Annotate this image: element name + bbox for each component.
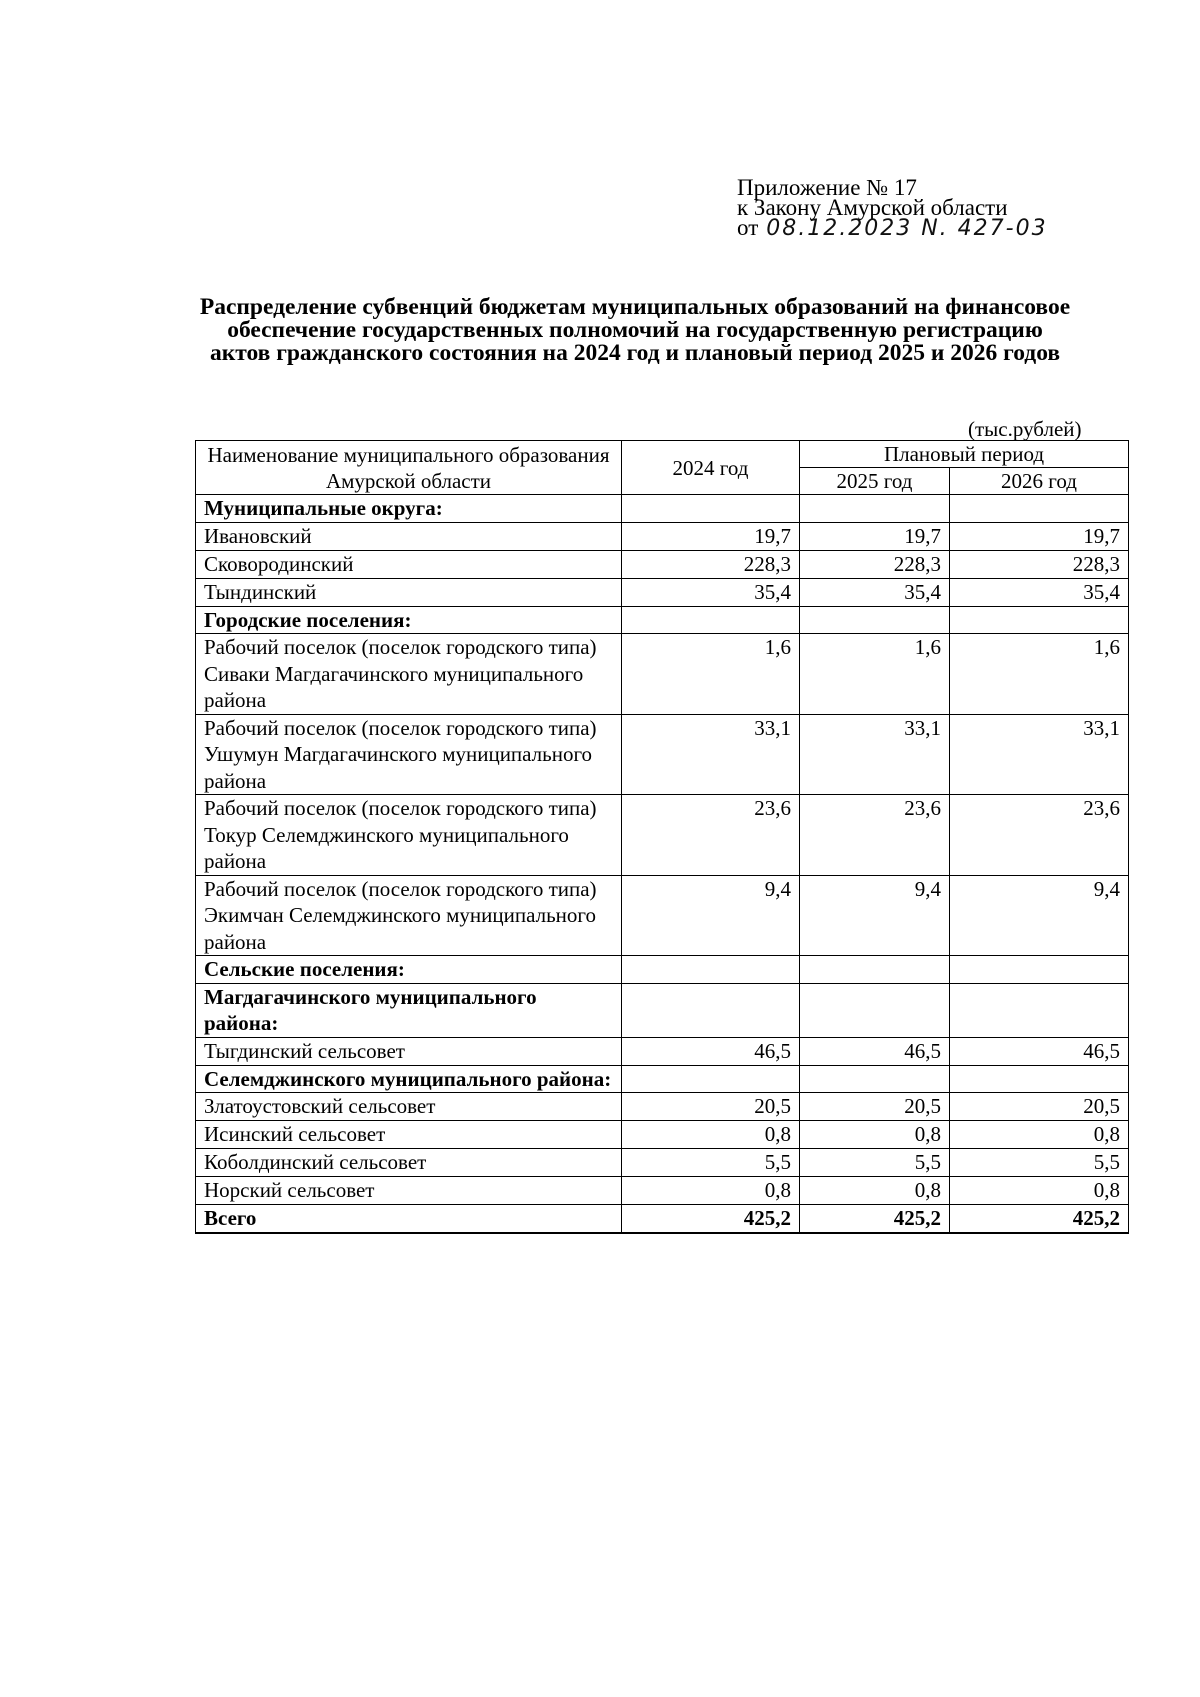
row-name: Рабочий поселок (поселок городского типа) Токур Селемджинского муниципального района — [196, 795, 622, 876]
table-row — [196, 795, 1129, 876]
row-name: Коболдинский сельсовет — [196, 1149, 622, 1177]
value-2026: 20,5 — [950, 1093, 1129, 1121]
header-2026: 2026 год — [950, 468, 1129, 495]
row-name: Златоустовский сельсовет — [196, 1093, 622, 1121]
row-name: Ивановский — [196, 522, 622, 550]
table-row — [196, 522, 1129, 550]
value-2024: 20,5 — [622, 1093, 800, 1121]
value-2024: 228,3 — [622, 550, 800, 578]
value-2024: 9,4 — [622, 875, 800, 956]
row-name: Магдагачинского муниципального района: — [196, 983, 622, 1037]
value-2025: 9,4 — [800, 875, 950, 956]
value-2024 — [622, 1065, 800, 1093]
value-2025: 228,3 — [800, 550, 950, 578]
value-2025: 23,6 — [800, 795, 950, 876]
value-2025: 5,5 — [800, 1149, 950, 1177]
value-2024: 19,7 — [622, 522, 800, 550]
row-name: Рабочий поселок (поселок городского типа) Сиваки Магдагачинского муниципального района — [196, 634, 622, 715]
value-2025: 1,6 — [800, 634, 950, 715]
value-2025: 0,8 — [800, 1121, 950, 1149]
table-row — [196, 875, 1129, 956]
value-2025: 19,7 — [800, 522, 950, 550]
table-row — [196, 550, 1129, 578]
value-2026: 33,1 — [950, 714, 1129, 795]
table-row — [196, 1037, 1129, 1065]
value-2025 — [800, 495, 950, 523]
section-heading-row — [196, 956, 1129, 984]
value-2024: 46,5 — [622, 1037, 800, 1065]
row-name: Селемджинского муниципального района: — [196, 1065, 622, 1093]
header-name: Наименование муниципального образования Амурской области — [196, 441, 622, 495]
total-2025: 425,2 — [800, 1205, 950, 1234]
row-name: Сельские поселения: — [196, 956, 622, 984]
value-2026: 0,8 — [950, 1121, 1129, 1149]
row-name: Муниципальные округа: — [196, 495, 622, 523]
value-2024 — [622, 956, 800, 984]
table-row — [196, 1149, 1129, 1177]
value-2024: 35,4 — [622, 578, 800, 606]
row-name: Городские поселения: — [196, 606, 622, 634]
table-row — [196, 578, 1129, 606]
value-2025: 0,8 — [800, 1177, 950, 1205]
value-2026 — [950, 983, 1129, 1037]
value-2024 — [622, 606, 800, 634]
value-2024: 33,1 — [622, 714, 800, 795]
value-2026: 23,6 — [950, 795, 1129, 876]
value-2026 — [950, 956, 1129, 984]
subvention-table — [195, 440, 1129, 1234]
value-2025 — [800, 1065, 950, 1093]
law-reference: к Закону Амурской области — [737, 195, 1008, 220]
document-title: Распределение субвенций бюджетам муниципальных образований на финансовое обеспечение государственных полномочий на государственную регистрацию актов гражданского состояния на 2024 год и плановый период 2025 и 2026 годов — [199, 294, 1071, 366]
header-planned-period: Плановый период — [800, 441, 1129, 468]
row-name: Тыгдинский сельсовет — [196, 1037, 622, 1065]
value-2026 — [950, 606, 1129, 634]
value-2026 — [950, 1065, 1129, 1093]
date-prefix: от — [737, 215, 759, 240]
row-name: Тындинский — [196, 578, 622, 606]
appendix-reference — [737, 175, 1048, 241]
units-label: (тыс.рублей) — [968, 417, 1082, 441]
section-heading-row — [196, 495, 1129, 523]
value-2026: 9,4 — [950, 875, 1129, 956]
value-2025: 20,5 — [800, 1093, 950, 1121]
value-2024 — [622, 983, 800, 1037]
value-2025 — [800, 606, 950, 634]
appendix-number: Приложение № 17 — [737, 175, 917, 200]
value-2026: 0,8 — [950, 1177, 1129, 1205]
law-date-line — [737, 215, 1048, 241]
table-row — [196, 1177, 1129, 1205]
value-2026: 46,5 — [950, 1037, 1129, 1065]
value-2024: 0,8 — [622, 1121, 800, 1149]
value-2026: 35,4 — [950, 578, 1129, 606]
value-2024: 0,8 — [622, 1177, 800, 1205]
value-2025 — [800, 956, 950, 984]
row-name: Норский сельсовет — [196, 1177, 622, 1205]
header-2024: 2024 год — [622, 441, 800, 495]
value-2024 — [622, 495, 800, 523]
section-heading-row — [196, 983, 1129, 1037]
total-2026: 425,2 — [950, 1205, 1129, 1234]
total-label: Всего — [196, 1205, 622, 1234]
total-2024: 425,2 — [622, 1205, 800, 1234]
value-2026: 1,6 — [950, 634, 1129, 715]
value-2026: 228,3 — [950, 550, 1129, 578]
value-2024: 1,6 — [622, 634, 800, 715]
table-row — [196, 1093, 1129, 1121]
table-row — [196, 1121, 1129, 1149]
table-row — [196, 714, 1129, 795]
value-2026: 19,7 — [950, 522, 1129, 550]
total-row — [196, 1205, 1129, 1234]
value-2025 — [800, 983, 950, 1037]
value-2025: 33,1 — [800, 714, 950, 795]
value-2025: 35,4 — [800, 578, 950, 606]
section-heading-row — [196, 606, 1129, 634]
table-body — [196, 441, 1129, 1234]
table-header-row — [196, 441, 1129, 468]
value-2026: 5,5 — [950, 1149, 1129, 1177]
header-2025: 2025 год — [800, 468, 950, 495]
section-heading-row — [196, 1065, 1129, 1093]
row-name: Рабочий поселок (поселок городского типа) Ушумун Магдагачинского муниципального района — [196, 714, 622, 795]
value-2025: 46,5 — [800, 1037, 950, 1065]
table-row — [196, 634, 1129, 715]
value-2026 — [950, 495, 1129, 523]
row-name: Рабочий поселок (поселок городского типа) Экимчан Селемджинского муниципального района — [196, 875, 622, 956]
row-name: Исинский сельсовет — [196, 1121, 622, 1149]
row-name: Сковородинский — [196, 550, 622, 578]
value-2024: 5,5 — [622, 1149, 800, 1177]
value-2024: 23,6 — [622, 795, 800, 876]
handwritten-date-number: 08.12.2023 N. 427-03 — [766, 216, 1048, 241]
